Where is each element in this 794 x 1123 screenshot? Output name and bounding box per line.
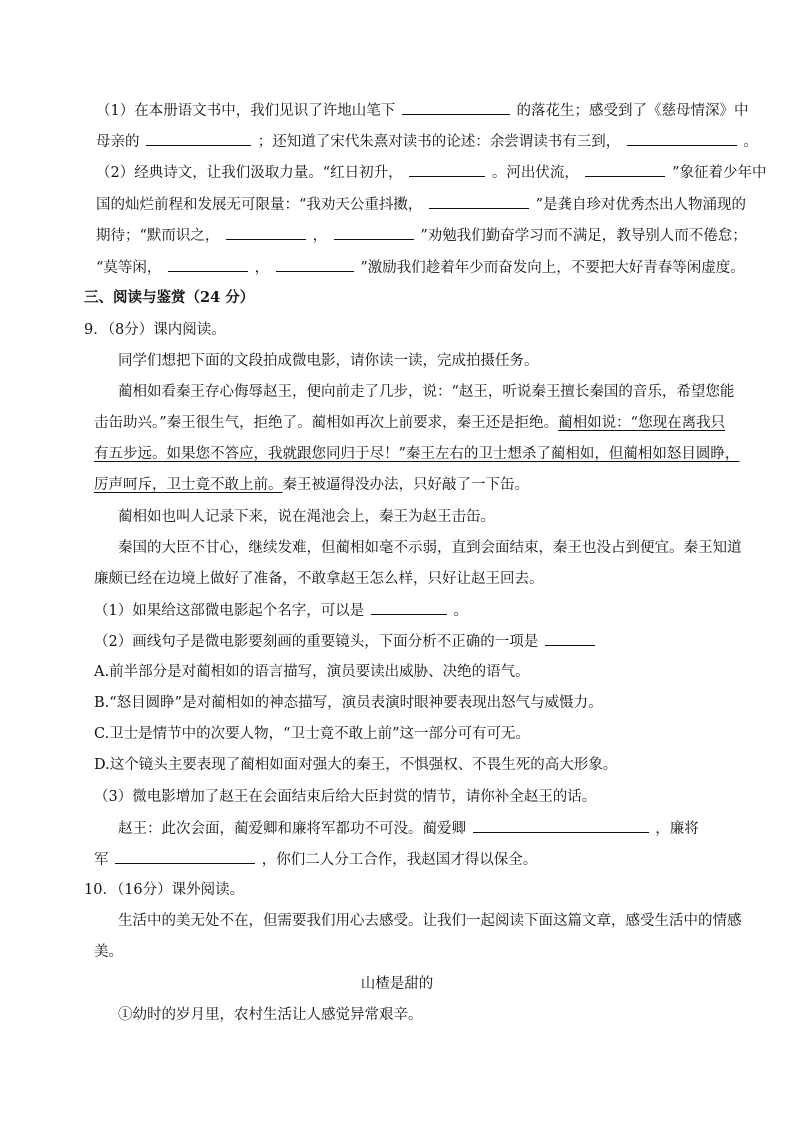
text: （2）经典诗文，让我们汲取力量。“红日初升，	[96, 165, 403, 181]
text: ”激励我们趁着年少而奋发向上，不要把大好青春等闲虚度。	[360, 260, 745, 276]
q9-passage-line: 蔺相如看秦王存心侮辱赵王，便向前走了几步，说：“赵王，听说秦王擅长秦国的音乐，希望您能	[118, 384, 735, 400]
text: ，你们二人分工合作，我赵国才得以保全。	[261, 852, 538, 868]
answer-blank[interactable]	[585, 162, 665, 177]
text: 赵王：此次会面，蔺爱卿和廉将军都功不可没。蔺爱卿	[118, 821, 466, 837]
text: ，廉将	[655, 821, 699, 837]
answer-blank[interactable]	[168, 257, 248, 272]
text: 击缶助兴。”秦王很生气，拒绝了。蔺相如再次上前要求，秦王还是拒绝。	[94, 415, 559, 431]
option-b: B.“怒目圆睁”是对蔺相如的神态描写，演员表演时眼神要表现出怒气与威慑力。	[94, 695, 603, 711]
q9-heading: 9．（8分）课内阅读。	[84, 322, 226, 338]
text: 母亲的	[96, 134, 140, 150]
q9-passage-line	[94, 475, 529, 495]
answer-blank[interactable]	[402, 100, 510, 115]
text: “莫等闲，	[96, 260, 162, 276]
answer-blank[interactable]	[334, 225, 414, 240]
option-c: C.卫士是情节中的次要人物，“卫士竟不敢上前”这一部分可有可无。	[94, 726, 531, 742]
text: （2）画线句子是微电影要刻画的重要镜头，下面分析不正确的一项是	[94, 634, 539, 650]
q8-line-1	[96, 100, 748, 121]
text: ，	[312, 228, 328, 244]
text: 。河出伏流，	[491, 165, 579, 181]
text: 。	[743, 134, 758, 150]
answer-blank[interactable]	[371, 600, 447, 615]
option-a: A.前半部分是对蔺相如的语言描写，演员要读出威胁、决绝的语气。	[94, 664, 530, 680]
q9-intro: 同学们想把下面的文段拍成微电影，请你读一读，完成拍摄任务。	[118, 353, 539, 369]
text: ，	[254, 260, 270, 276]
q10-intro-line: 生活中的美无处不在，但需要我们用心去感受。让我们一起阅读下面这篇文章，感受生活中的情感	[118, 913, 742, 929]
text: （1）如果给这部微电影起个名字，可以是	[94, 603, 365, 619]
zhao-speech-line-2	[94, 849, 537, 870]
underlined-sentence: 厉声呵斥，卫士竟不敢上前。	[94, 477, 283, 493]
text: ；还知道了宋代朱熹对读书的论述：余尝谓读书有三到，	[257, 134, 621, 150]
q9-passage-line: 廉颇已经在边境上做好了准备，不敢拿赵王怎么样，只好让赵王回去。	[94, 571, 544, 587]
q10-intro-line: 美。	[94, 944, 123, 960]
q8-line-3	[96, 162, 767, 183]
q9-passage-line: 秦国的大臣不甘心，继续发难，但蔺相如毫不示弱，直到会面结束，秦王也没占到便宜。秦王知道	[118, 540, 742, 556]
q9-subquestion-2	[94, 631, 597, 652]
answer-blank[interactable]	[409, 162, 485, 177]
section-heading: 三、阅读与鉴赏（24 分）	[84, 289, 255, 306]
underlined-sentence: 有五步远。如果您不答应，我就跟您同归于尽！”秦王左右的卫士想杀了蔺相如，但蔺相如怒目圆睁，	[94, 446, 740, 462]
text: 。	[453, 603, 468, 619]
text: ”劝勉我们勤奋学习而不满足，教导别人而不倦怠；	[420, 228, 747, 244]
q8-line-5	[96, 225, 747, 246]
q9-subquestion-1	[94, 600, 468, 621]
answer-blank[interactable]	[146, 131, 251, 146]
article-paragraph: ①幼时的岁月里，农村生活让人感觉异常艰辛。	[118, 1007, 423, 1023]
text: 军	[94, 852, 109, 868]
answer-blank[interactable]	[627, 131, 737, 146]
q8-line-6	[96, 257, 745, 278]
text: 的落花生；感受到了《慈母情深》中	[516, 103, 749, 119]
text: ”象征着少年中	[672, 165, 767, 181]
answer-blank[interactable]	[473, 818, 649, 833]
text: （1）在本册语文书中，我们见识了许地山笔下	[96, 103, 396, 119]
zhao-speech-line-1	[118, 818, 699, 839]
text: 秦王被逼得没办法，只好敲了一下缶。	[282, 477, 529, 493]
text: 期待；“默而识之，	[96, 228, 220, 244]
option-d: D.这个镜头主要表现了蔺相如面对强大的秦王，不惧强权、不畏生死的高大形象。	[94, 757, 618, 773]
answer-blank[interactable]	[276, 257, 354, 272]
q9-passage-line	[94, 413, 725, 433]
answer-blank[interactable]	[226, 225, 306, 240]
answer-blank[interactable]	[545, 631, 595, 646]
answer-blank[interactable]	[115, 849, 255, 864]
text: 国的灿烂前程和发展无可限量：“我劝天公重抖擞，	[96, 197, 423, 213]
q9-passage-line: 蔺相如也叫人记录下来，说在渑池会上，秦王为赵王击缶。	[118, 509, 495, 525]
q10-heading: 10．（16分）课外阅读。	[84, 882, 245, 898]
text: ”是龚自珍对优秀杰出人物涌现的	[535, 197, 747, 213]
answer-blank[interactable]	[429, 194, 529, 209]
q8-line-2	[96, 131, 758, 152]
q9-subquestion-3: （3）微电影增加了赵王在会面结束后给大臣封赏的情节，请你补全赵王的话。	[94, 789, 597, 805]
q8-line-4	[96, 194, 746, 215]
underlined-sentence: 蔺相如说：“您现在离我只	[558, 415, 726, 431]
article-title: 山楂是甜的	[360, 976, 434, 992]
